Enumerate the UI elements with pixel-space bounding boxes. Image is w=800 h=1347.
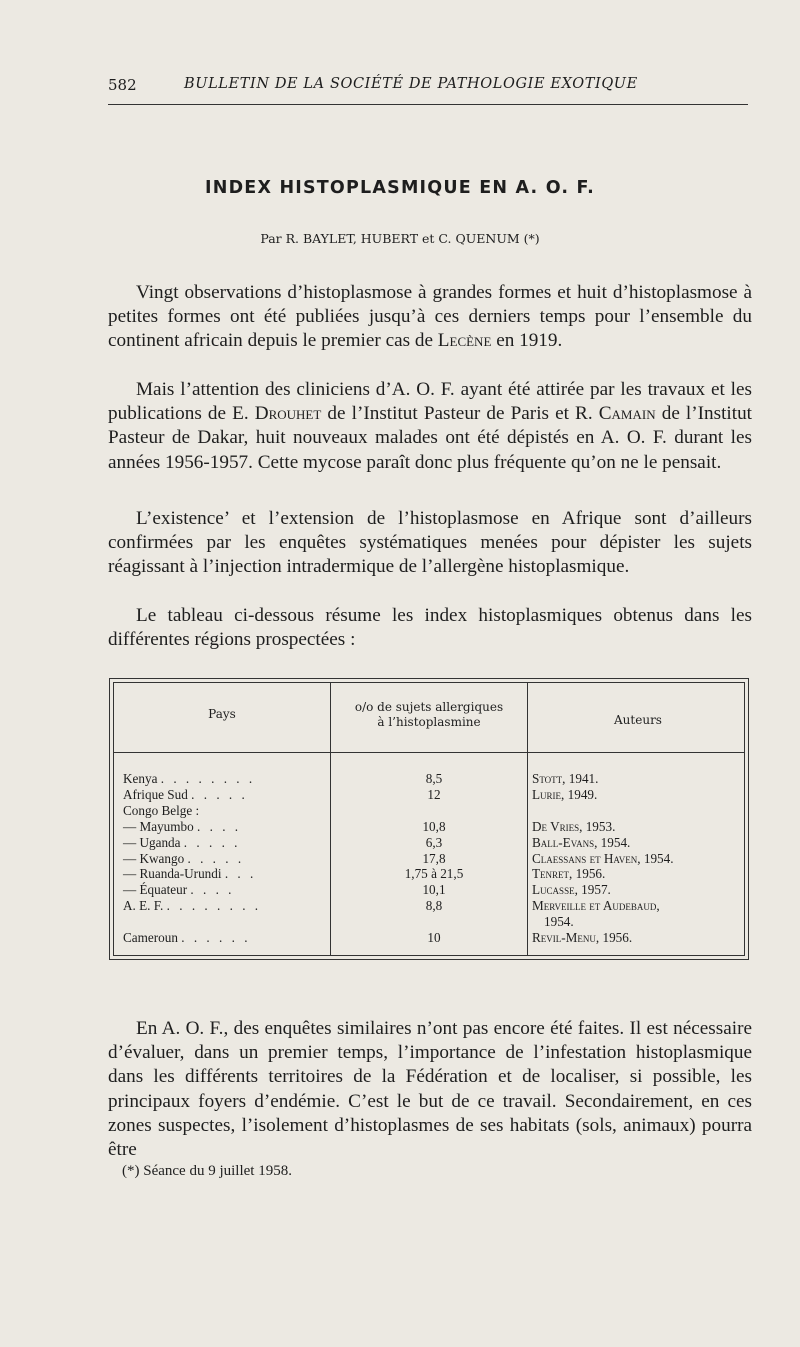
- paragraph-4: Le tableau ci-dessous résume les index histoplasmiques obtenus dans les différentes régions prospectées :: [108, 605, 752, 651]
- article-title: INDEX HISTOPLASMIQUE EN A. O. F.: [205, 178, 595, 198]
- table-row-auteur: Merveille et Audebaud,: [532, 898, 660, 914]
- header-divider: [114, 752, 744, 753]
- header-auteurs: Auteurs: [614, 713, 662, 727]
- paragraph-1: Vingt observations d’histoplasmose à grandes formes et huit d’histoplasmose à petites formes ont été publiées jusqu’à ces derniers temps pour l’ensemble du continent africain depuis le premier cas de Lecène en 1919.: [108, 282, 752, 352]
- table-row-auteur: Revil-Menu, 1956.: [532, 930, 633, 945]
- table-row-pays: — Uganda . . . . .: [123, 834, 241, 850]
- page-header: [108, 76, 748, 100]
- footnote: (*) Séance du 9 juillet 1958.: [122, 1163, 292, 1179]
- table-row-auteur: Lucasse, 1957.: [532, 882, 611, 898]
- table-row-pays: — Kwango . . . . .: [123, 850, 245, 866]
- table-row-value: 8,8: [425, 898, 443, 914]
- table-row-auteur: 1954.: [544, 914, 574, 930]
- table-row-auteur: Ball-Evans, 1954.: [532, 834, 631, 850]
- table-row-pays: — Équateur . . . .: [123, 882, 235, 898]
- table-row-pays: Afrique Sud . . . . .: [123, 786, 248, 802]
- table-row-auteur: Tenret, 1956.: [532, 866, 606, 882]
- table-row-value: 1,75 à 21,5: [404, 866, 464, 882]
- table-row-pays: — Mayumbo . . . .: [123, 818, 242, 834]
- paragraph-5: En A. O. F., des enquêtes similaires n’ont pas encore été faites. Il est nécessaire d’évaluer, dans un premier temps, l’importance de l’infestation histoplasmique dans les différents territoires de la Fédération et de localiser, si possible, les principaux foyers d’endémie. C’est le but de ce travail. Secondairement, en ces zones suspectes, l’isolement d’histoplasmes de ses habitats (sols, animaux) pourra être: [108, 1018, 752, 1161]
- header-percentage: o/o de sujets allergiques à l’histoplasmine: [354, 700, 504, 729]
- histoplasmin-index-table: [109, 678, 749, 960]
- table-row-pays: Kenya . . . . . . . .: [123, 771, 256, 786]
- table-row-value: 10,8: [422, 818, 446, 834]
- article-authors: Par R. BAYLET, HUBERT et C. QUENUM (*): [260, 231, 540, 246]
- table-row-pays: Congo Belge :: [123, 802, 200, 818]
- table-row-pays: Cameroun . . . . . .: [123, 930, 251, 945]
- page-number: 582: [108, 76, 137, 94]
- table-row-value: 17,8: [422, 850, 446, 866]
- paragraph-3: L’existence’ et l’extension de l’histoplasmose en Afrique sont d’ailleurs confirmées par les enquêtes systématiques menées pour dépister les sujets réagissant à l’injection intradermique de l’allergène histoplasmique.: [108, 508, 752, 578]
- table-row-auteur: Claessans et Haven, 1954.: [532, 850, 674, 866]
- table-row-value: 10: [427, 930, 441, 945]
- table-row-auteur: Stott, 1941.: [532, 771, 599, 786]
- table-row-pays: — Ruanda-Urundi . . .: [123, 866, 257, 882]
- table-row-value: 8,5: [425, 771, 443, 786]
- header-rule: [108, 104, 748, 105]
- table-row-value: 12: [427, 786, 441, 802]
- table-row-value: 6,3: [425, 834, 443, 850]
- table-row-value: 10,1: [422, 882, 446, 898]
- paragraph-2: Mais l’attention des cliniciens d’A. O. F. ayant été attirée par les travaux et les publications de E. Drouhet de l’Institut Pasteur de Paris et R. Camain de l’Institut Pasteur de Dakar, huit nouveaux malades ont été dépistés en A. O. F. durant les années 1956-1957. Cette mycose paraît donc plus fréquente qu’on ne le pensait.: [108, 379, 753, 473]
- running-title: BULLETIN DE LA SOCIÉTÉ DE PATHOLOGIE EXOTIQUE: [184, 76, 638, 92]
- table-inner-frame: [113, 682, 745, 956]
- table-row-auteur: De Vries, 1953.: [532, 818, 616, 834]
- table-row-pays: A. E. F. . . . . . . . .: [123, 898, 262, 914]
- header-pays: Pays: [208, 707, 236, 721]
- table-row-auteur: Lurie, 1949.: [532, 786, 598, 802]
